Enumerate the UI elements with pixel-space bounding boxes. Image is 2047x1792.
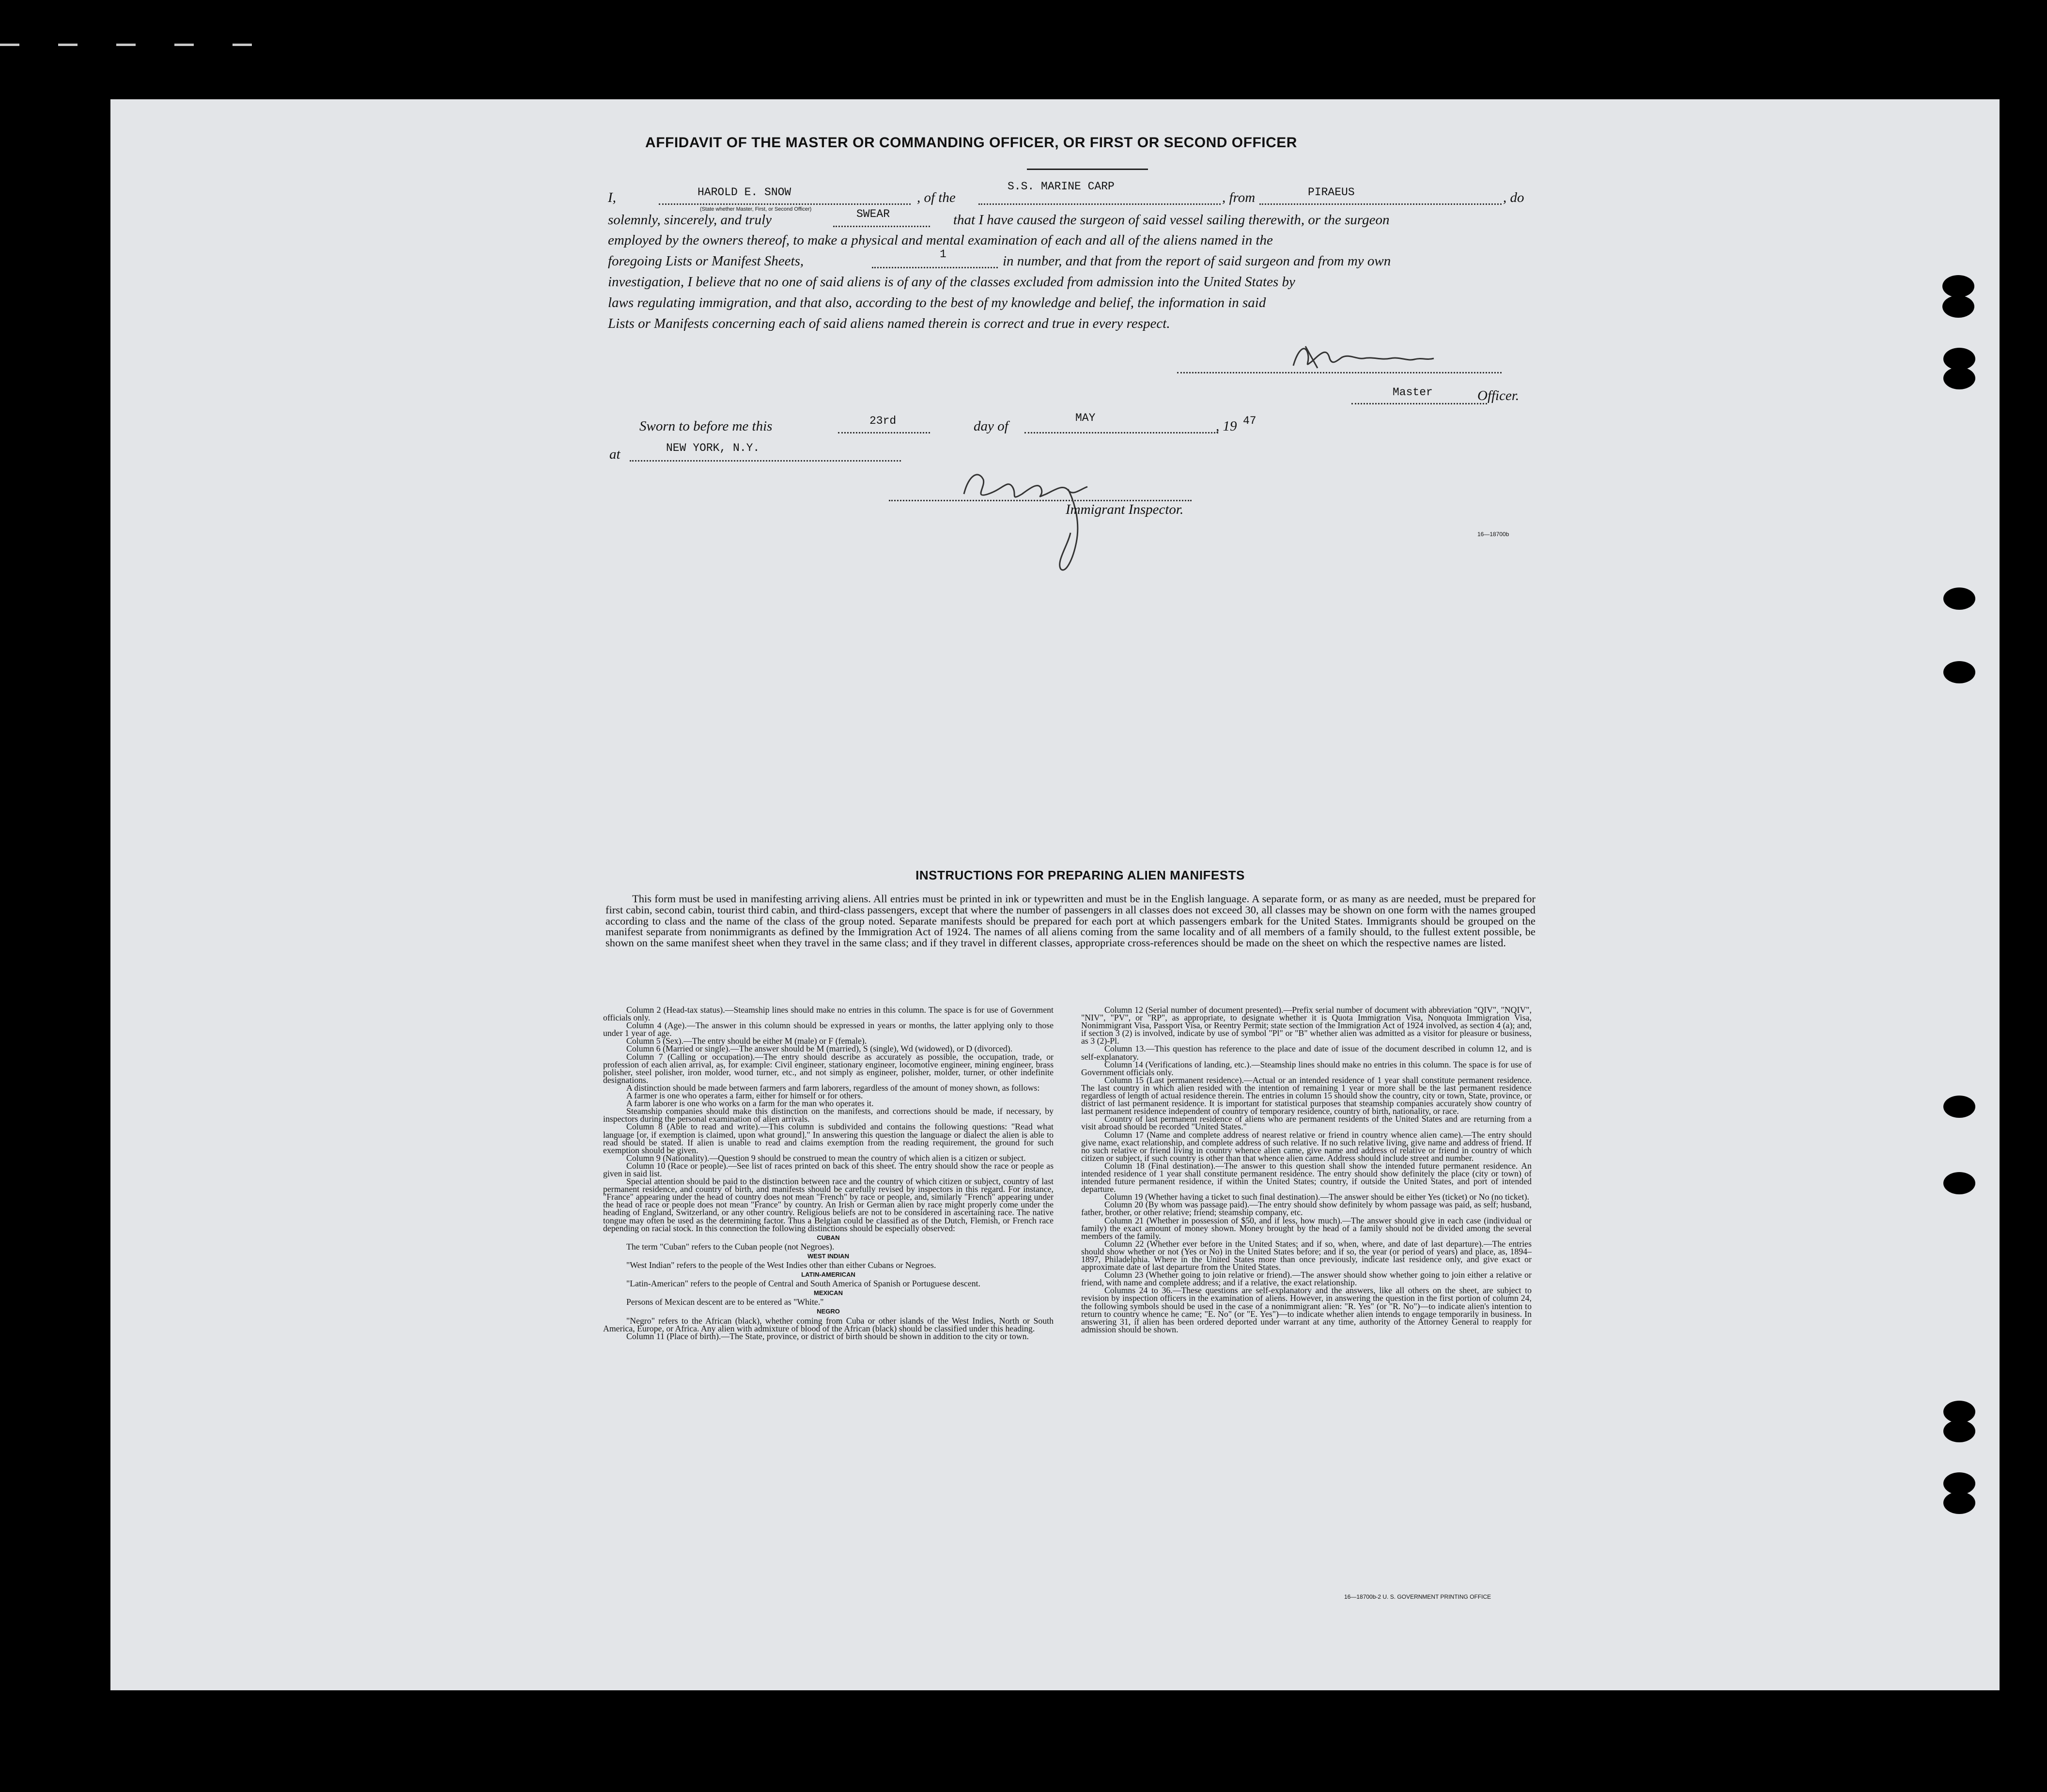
binder-hole <box>1942 295 1974 318</box>
instructions-intro <box>605 894 1535 949</box>
word-of-the: , of the <box>917 190 956 205</box>
affidavit-line7: Lists or Manifests concerning each of said aliens named therein is correct and true in every respect. <box>608 316 1170 331</box>
officer-word: Officer. <box>1477 388 1520 403</box>
sworn-place: NEW YORK, N.Y. <box>666 442 760 454</box>
binder-hole <box>1943 661 1975 683</box>
printing-office-footer: 16—18700b-2 U. S. GOVERNMENT PRINTING OFFICE <box>1344 1593 1491 1600</box>
instruction-paragraph: Column 18 (Final destination).—The answer to this question shall show the intended future permanent residence. An intended residence of 1 year shall constitute permanent residence. The entry should show definitely the place (city or town) of intended future permanent residence, if within the United States; country, if outside the United States, and port of intended departure. <box>1081 1160 1532 1194</box>
line4-start: foregoing Lists or Manifest Sheets, <box>608 253 804 269</box>
word-from: , from <box>1222 190 1256 205</box>
vessel-line <box>978 203 1221 205</box>
departure-port: PIRAEUS <box>1308 186 1355 199</box>
race-heading: MEXICAN <box>814 1289 843 1297</box>
instruction-paragraph: Column 19 (Whether having a ticket to such final destination).—The answer should be either Yes (ticket) or No (no ticket). <box>1104 1192 1529 1202</box>
affidavit-line3: employed by the owners thereof, to make a physical and mental examination of each and all of the aliens named in the <box>608 232 1273 248</box>
intro-text: This form must be used in manifesting arriving aliens. All entries must be printed in ink or typewritten and must be in the English language. A separate form, or as many as are needed, must be prepared for first cabin, second cabin, tourist third cabin, and third-class passengers, except that where the number of passengers in all classes does not exceed 30, all classes may be shown on one form with the names grouped according to class and the name of the class of the group noted. Separate manifests should be prepared for each port at which passengers embark for the United States. Immigrants should be grouped on the manifest separate from nonimmigrants as defined by the Immigration Act of 1924. The names of all aliens coming from the same locality and of all members of a family should, to the fullest extent possible, be shown on the same manifest sheet when they travel in the same class; and if they travel in different classes, appropriate cross-references should be made on the sheet on which the respective names are listed. <box>605 893 1535 949</box>
race-heading: NEGRO <box>817 1308 840 1315</box>
binder-hole <box>1943 1096 1975 1118</box>
affidavit-line6: laws regulating immigration, and that also, according to the best of my knowledge and belief, the information in said <box>608 295 1266 310</box>
instruction-paragraph: A farm laborer is one who works on a farm for the man who operates it. <box>626 1098 874 1109</box>
instruction-paragraph: Special attention should be paid to the distinction between race and the country of which citizen or subject, country of last permanent residence, and country of birth, and manifests should be carefully revised by inspectors in this regard. For instance, "France" appearing under the head of country does not mean "French" by race or people, and, similarly "French" appearing under the head of race or people does not mean "France" by country. An Irish or German alien by race might properly come under the heading of England, Switzerland, or any other country. Religious beliefs are not to be considered in ascertaining race. The native tongue may often be used as the determining factor. Thus a Belgian could be classified as of the Dutch, Flemish, or French race depending on racial stock. In this connection the following distinctions should be especially observed: <box>603 1176 1054 1233</box>
race-heading: CUBAN <box>817 1234 840 1241</box>
race-definition: "Negro" refers to the African (black), whether coming from Cuba or other islands of the West Indies, North or South America, Europe, or Africa. Any alien with admixture of blood of the African (black) should be classified under this heading. <box>603 1315 1054 1333</box>
word-i: I, <box>608 190 616 205</box>
name-line <box>659 203 911 205</box>
instruction-paragraph: Column 22 (Whether ever before in the United States; and if so, when, where, and date of last departure).—The entries should show whether or not (Yes or No) in the United States before; and if so, the year (or period of years) and place, as, 1894–1897, Philadelphia. Where in the United States more than once previously, indicate last residence only, and give exact or approximate date of last departure from the United States. <box>1081 1238 1532 1272</box>
binder-hole <box>1942 275 1974 297</box>
sheet-count: 1 <box>940 248 946 261</box>
month-line <box>1024 432 1218 433</box>
race-definition: "Latin-American" refers to the people of Central and South America of Spanish or Portuguese descent. <box>626 1279 980 1289</box>
inspector-label: Immigrant Inspector. <box>1066 502 1184 517</box>
instruction-paragraph: Column 8 (Able to read and write).—This column is subdivided and contains the following questions: "Read what language [or, if exemption is claimed, upon what ground]." In answering this question the language or dialect the alien is able to read should be stated. If alien is unable to read and claims exemption from the reading requirement, the ground for such exemption should be given. <box>603 1122 1054 1155</box>
instruction-paragraph: Column 13.—This question has reference to the place and date of issue of the document described in column 12, and is self-explanatory. <box>1081 1044 1532 1062</box>
instruction-paragraph: Column 20 (By whom was passage paid).—The entry should show definitely by whom passage was paid, as self; husband, father, brother, or other relative; friend; steamship company, etc. <box>1081 1200 1532 1218</box>
oath-word: SWEAR <box>856 208 890 220</box>
scan-mark <box>0 44 19 46</box>
race-definition: "West Indian" refers to the people of the West Indies other than either Cubans or Negroes. <box>626 1260 936 1270</box>
binder-hole <box>1943 1172 1975 1194</box>
instructions-title: INSTRUCTIONS FOR PREPARING ALIEN MANIFESTS <box>915 868 1245 882</box>
instruction-paragraph: Column 14 (Verifications of landing, etc.).—Steamship lines should make no entries in this column. The space is for use of Government officials only. <box>1081 1059 1532 1077</box>
race-heading: WEST INDIAN <box>807 1252 849 1260</box>
sworn-start: Sworn to before me this <box>639 418 773 434</box>
instruction-paragraph: Steamship companies should make this distinction on the manifests, and corrections should be made, if necessary, by inspectors during the personal examination of alien arrivals. <box>603 1106 1054 1124</box>
scan-mark <box>116 44 136 46</box>
rank-note: (State whether Master, First, or Second Officer) <box>700 206 812 212</box>
instruction-paragraph: Country of last permanent residence of aliens who are permanent residents of the United States and are returning from a visit abroad should be recorded "United States." <box>1081 1114 1532 1132</box>
instruction-paragraph: Column 23 (Whether going to join relative or friend).—The answer should show whether going to join either a relative or friend, with name and complete address; and if a relative, the exact relationship. <box>1081 1270 1532 1288</box>
sworn-month: MAY <box>1075 412 1096 424</box>
race-definition: Persons of Mexican descent are to be entered as "White." <box>626 1297 824 1307</box>
instruction-paragraph: Column 6 (Married or single).—The answer should be M (married), S (single), Wd (widowed), or D (divorced). <box>626 1044 1013 1054</box>
instruction-paragraph: A distinction should be made between farmers and farm laborers, regardless of the amount of money shown, as follows: <box>626 1082 1040 1093</box>
word-do: , do <box>1503 190 1524 205</box>
word-day-of: day of <box>974 418 1008 434</box>
instruction-paragraph: Column 2 (Head-tax status).—Steamship lines should make no entries in this column. The space is for use of Government officials only. <box>603 1005 1054 1023</box>
scan-mark <box>174 44 194 46</box>
sworn-day: 23rd <box>869 415 897 427</box>
instruction-paragraph: Column 12 (Serial number of document presented).—Prefix serial number of document with abbreviation "QIV", "NQIV", "NIV", "PV", or "RP", as appropriate, to designate whether it is Quota Immigration Visa, Nonquota Immigration Visa, Nonimmigrant Visa, Passport Visa, or Reentry Permit; state section of the Immigration Act of 1924 involved, as section 4 (a); and, if section 3 (2) is involved, indicate by use of symbol "Pl" or "B" whether alien was admitted as a visitor for pleasure or business, as 3 (2)-Pl. <box>1081 1005 1532 1046</box>
form-number: 16—18700b <box>1477 531 1509 538</box>
inspector-line <box>889 500 1192 501</box>
instruction-paragraph: Column 17 (Name and complete address of nearest relative or friend in country whence alien came).—The entry should give name, exact relationship, and complete address of such relative. If no such relative living, give name and address of friend. If no such relative or friend living in country whence alien came, give name and address of relative or friend in country of which citizen or subject, if such country is other than that whence alien came. Address should include street and number. <box>1081 1129 1532 1163</box>
binder-hole <box>1943 1492 1975 1514</box>
instruction-paragraph: Column 10 (Race or people).—See list of races printed on back of this sheet. The entry should show the race or people as given in said list. <box>603 1160 1054 1178</box>
line2-rest: that I have caused the surgeon of said vessel sailing therewith, or the surgeon <box>953 212 1390 228</box>
word-year: , 19 <box>1216 418 1237 434</box>
binder-hole <box>1943 367 1975 389</box>
vessel-name: S.S. MARINE CARP <box>1008 180 1115 193</box>
instruction-paragraph: Column 9 (Nationality).—Question 9 should be construed to mean the country of which alien is a citizen or subject. <box>626 1153 1026 1163</box>
affidavit-line5: investigation, I believe that no one of said aliens is of any of the classes excluded from admission into the United States by <box>608 274 1295 290</box>
officer-name: HAROLD E. SNOW <box>698 186 791 199</box>
instruction-paragraph: Column 15 (Last permanent residence).—Actual or an intended residence of 1 year shall constitute permanent residence. The last country in which alien resided with the intention of remaining 1 year or more shall be the last permanent residence regardless of length of actual residence therein. The entries in column 15 should show the country, city or town, State, province, or district of last permanent residence. It is important for statistical purposes that steamship companies accurately show country of last permanent residence independent of country of temporary residence, country of birth, nationality, or race. <box>1081 1075 1532 1116</box>
instructions-right-column <box>1081 1006 1532 1333</box>
instruction-paragraph: Column 4 (Age).—The answer in this column should be expressed in years or months, the latter applying only to those under 1 year of age. <box>603 1020 1054 1038</box>
scan-mark <box>233 44 252 46</box>
binder-hole <box>1943 587 1975 610</box>
instruction-paragraph: Column 7 (Calling or occupation).—The entry should describe as accurately as possible, the occupation, trade, or profession of each alien arrival, as, for example: Civil engineer, stationary engineer, locomotive engineer, mining engineer, brass polisher, steel polisher, iron molder, wood turner, etc., and not simply as engineer, polisher, molder, turner, or other indefinite designations. <box>603 1051 1054 1085</box>
race-definition: The term "Cuban" refers to the Cuban people (not Negroes). <box>626 1241 835 1251</box>
day-line <box>838 432 930 433</box>
sworn-year: 47 <box>1243 415 1256 427</box>
affidavit-title: AFFIDAVIT OF THE MASTER OR COMMANDING OFFICER, OR FIRST OR SECOND OFFICER <box>645 135 1297 151</box>
title-underline <box>1027 169 1148 170</box>
rank-line <box>1351 403 1487 404</box>
line2-start: solemnly, sincerely, and truly <box>608 212 772 228</box>
count-line <box>872 267 998 268</box>
place-line <box>630 460 901 462</box>
inspector-signature <box>949 460 1153 576</box>
instruction-paragraph: A farmer is one who operates a farm, either for himself or for others. <box>626 1091 863 1101</box>
binder-hole <box>1943 1420 1975 1442</box>
scan-mark <box>58 44 78 46</box>
line4-rest: in number, and that from the report of said surgeon and from my own <box>1003 253 1391 269</box>
port-line <box>1259 203 1502 205</box>
instruction-paragraph: Column 5 (Sex).—The entry should be either M (male) or F (female). <box>626 1036 867 1046</box>
oath-line <box>833 226 930 227</box>
race-heading: LATIN-AMERICAN <box>801 1271 855 1279</box>
instruction-paragraph: Column 21 (Whether in possession of $50, and if less, how much).—The answer should give in each case (individual or family) the exact amount of money shown. Money brought by the head of a family should not be divided among the several members of the family. <box>1081 1215 1532 1241</box>
word-at: at <box>609 447 620 462</box>
instructions-left-column <box>603 1006 1054 1340</box>
instruction-paragraph: Columns 24 to 36.—These questions are self-explanatory and the answers, like all others on the sheet, are subject to revision by inspection officers in the examination of aliens. However, in answering the question in the first portion of column 24, the following symbols should be used in the case of a nonimmigrant alien: "R. Yes" (or "R. No")—to indicate alien's intention to return to country whence he came; "E. No" (or "E. Yes")—to indicate whether alien intends to engage temporarily in business. In answering 31, if alien has been ordered deported under warrant at any time, authority of the Attorney General to reapply for admission should be shown. <box>1081 1285 1532 1334</box>
signature-line <box>1177 372 1502 373</box>
officer-rank: Master <box>1393 386 1433 399</box>
instruction-paragraph: Column 11 (Place of birth).—The State, province, or district of birth should be shown in addition to the city or town. <box>626 1331 1029 1341</box>
